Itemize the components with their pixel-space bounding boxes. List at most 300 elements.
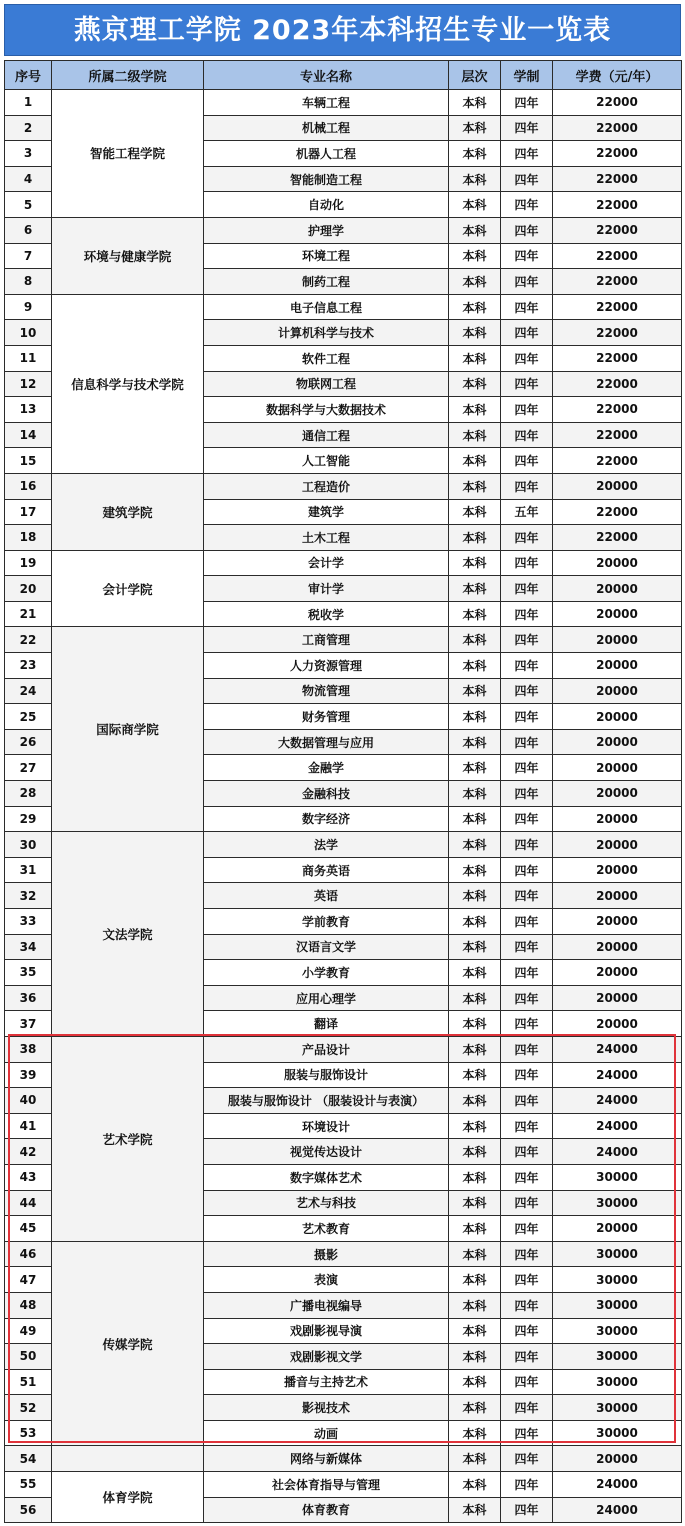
cell-level: 本科	[449, 627, 501, 653]
cell-duration: 四年	[501, 960, 553, 986]
cell-index: 24	[5, 678, 52, 704]
cell-level: 本科	[449, 1292, 501, 1318]
cell-index: 17	[5, 499, 52, 525]
cell-index: 34	[5, 934, 52, 960]
cell-level: 本科	[449, 448, 501, 474]
cell-index: 23	[5, 653, 52, 679]
cell-duration: 四年	[501, 1420, 553, 1446]
cell-tuition: 24000	[553, 1497, 682, 1523]
cell-major: 翻译	[204, 1011, 449, 1037]
cell-index: 5	[5, 192, 52, 218]
cell-tuition: 22000	[553, 269, 682, 295]
cell-major: 数据科学与大数据技术	[204, 397, 449, 423]
cell-major: 金融科技	[204, 781, 449, 807]
cell-level: 本科	[449, 729, 501, 755]
cell-tuition: 20000	[553, 729, 682, 755]
cell-major: 视觉传达设计	[204, 1139, 449, 1165]
cell-major: 播音与主持艺术	[204, 1369, 449, 1395]
cell-tuition: 20000	[553, 755, 682, 781]
cell-level: 本科	[449, 1472, 501, 1498]
cell-college: 智能工程学院	[52, 90, 204, 218]
cell-major: 动画	[204, 1420, 449, 1446]
cell-level: 本科	[449, 1139, 501, 1165]
cell-major: 机械工程	[204, 115, 449, 141]
header-level: 层次	[449, 61, 501, 90]
cell-tuition: 20000	[553, 857, 682, 883]
cell-major: 电子信息工程	[204, 294, 449, 320]
cell-duration: 四年	[501, 1113, 553, 1139]
cell-duration: 四年	[501, 371, 553, 397]
cell-tuition: 22000	[553, 499, 682, 525]
table-row	[5, 473, 682, 499]
cell-tuition: 30000	[553, 1190, 682, 1216]
cell-duration: 四年	[501, 1164, 553, 1190]
cell-major: 摄影	[204, 1241, 449, 1267]
cell-index: 52	[5, 1395, 52, 1421]
cell-level: 本科	[449, 601, 501, 627]
cell-index: 19	[5, 550, 52, 576]
cell-major: 车辆工程	[204, 90, 449, 116]
cell-index: 37	[5, 1011, 52, 1037]
cell-major: 自动化	[204, 192, 449, 218]
cell-duration: 四年	[501, 1318, 553, 1344]
cell-index: 25	[5, 704, 52, 730]
cell-major: 戏剧影视文学	[204, 1344, 449, 1370]
cell-major: 人力资源管理	[204, 653, 449, 679]
cell-index: 8	[5, 269, 52, 295]
cell-duration: 四年	[501, 1241, 553, 1267]
cell-duration: 四年	[501, 934, 553, 960]
cell-tuition: 20000	[553, 627, 682, 653]
cell-tuition: 22000	[553, 243, 682, 269]
cell-index: 41	[5, 1113, 52, 1139]
cell-duration: 五年	[501, 499, 553, 525]
cell-level: 本科	[449, 345, 501, 371]
cell-major: 服装与服饰设计	[204, 1062, 449, 1088]
table-row	[5, 1472, 682, 1498]
cell-level: 本科	[449, 269, 501, 295]
cell-major: 环境工程	[204, 243, 449, 269]
header-major: 专业名称	[204, 61, 449, 90]
cell-tuition: 20000	[553, 576, 682, 602]
cell-duration: 四年	[501, 422, 553, 448]
cell-duration: 四年	[501, 857, 553, 883]
cell-level: 本科	[449, 115, 501, 141]
cell-major: 会计学	[204, 550, 449, 576]
cell-level: 本科	[449, 781, 501, 807]
cell-duration: 四年	[501, 243, 553, 269]
cell-tuition: 20000	[553, 473, 682, 499]
cell-index: 45	[5, 1216, 52, 1242]
cell-duration: 四年	[501, 294, 553, 320]
cell-duration: 四年	[501, 1216, 553, 1242]
table-row	[5, 550, 682, 576]
table-row	[5, 294, 682, 320]
cell-duration: 四年	[501, 1369, 553, 1395]
cell-major: 数字经济	[204, 806, 449, 832]
cell-duration: 四年	[501, 806, 553, 832]
cell-major: 人工智能	[204, 448, 449, 474]
cell-level: 本科	[449, 1113, 501, 1139]
cell-duration: 四年	[501, 576, 553, 602]
cell-index: 14	[5, 422, 52, 448]
cell-index: 16	[5, 473, 52, 499]
cell-college: 国际商学院	[52, 627, 204, 832]
cell-tuition: 20000	[553, 1216, 682, 1242]
cell-duration: 四年	[501, 1062, 553, 1088]
cell-major: 影视技术	[204, 1395, 449, 1421]
cell-level: 本科	[449, 883, 501, 909]
cell-index: 15	[5, 448, 52, 474]
cell-tuition: 22000	[553, 115, 682, 141]
table-row	[5, 627, 682, 653]
cell-index: 43	[5, 1164, 52, 1190]
table-body	[5, 90, 682, 1523]
cell-major: 艺术与科技	[204, 1190, 449, 1216]
cell-major: 产品设计	[204, 1036, 449, 1062]
cell-tuition: 24000	[553, 1113, 682, 1139]
header-index: 序号	[5, 61, 52, 90]
cell-tuition: 24000	[553, 1062, 682, 1088]
cell-index: 18	[5, 525, 52, 551]
cell-college: 环境与健康学院	[52, 217, 204, 294]
cell-tuition: 20000	[553, 704, 682, 730]
cell-index: 51	[5, 1369, 52, 1395]
cell-duration: 四年	[501, 1190, 553, 1216]
cell-major: 体育教育	[204, 1497, 449, 1523]
table-row	[5, 1446, 682, 1472]
cell-tuition: 20000	[553, 1011, 682, 1037]
cell-duration: 四年	[501, 269, 553, 295]
cell-level: 本科	[449, 1088, 501, 1114]
cell-major: 应用心理学	[204, 985, 449, 1011]
cell-level: 本科	[449, 1446, 501, 1472]
cell-index: 12	[5, 371, 52, 397]
cell-major: 税收学	[204, 601, 449, 627]
cell-college: 建筑学院	[52, 473, 204, 550]
cell-major: 环境设计	[204, 1113, 449, 1139]
cell-major: 建筑学	[204, 499, 449, 525]
cell-tuition: 20000	[553, 678, 682, 704]
cell-tuition: 22000	[553, 448, 682, 474]
cell-index: 53	[5, 1420, 52, 1446]
cell-level: 本科	[449, 422, 501, 448]
cell-college: 会计学院	[52, 550, 204, 627]
cell-duration: 四年	[501, 397, 553, 423]
cell-major: 审计学	[204, 576, 449, 602]
cell-major: 小学教育	[204, 960, 449, 986]
cell-major: 物流管理	[204, 678, 449, 704]
cell-level: 本科	[449, 1344, 501, 1370]
cell-major: 机器人工程	[204, 141, 449, 167]
cell-index: 21	[5, 601, 52, 627]
cell-tuition: 30000	[553, 1395, 682, 1421]
cell-index: 33	[5, 909, 52, 935]
cell-index: 6	[5, 217, 52, 243]
cell-index: 28	[5, 781, 52, 807]
cell-index: 29	[5, 806, 52, 832]
table-row	[5, 832, 682, 858]
cell-level: 本科	[449, 320, 501, 346]
cell-index: 7	[5, 243, 52, 269]
cell-level: 本科	[449, 1241, 501, 1267]
cell-duration: 四年	[501, 1344, 553, 1370]
cell-tuition: 20000	[553, 1446, 682, 1472]
cell-tuition: 22000	[553, 192, 682, 218]
cell-index: 36	[5, 985, 52, 1011]
cell-level: 本科	[449, 294, 501, 320]
cell-level: 本科	[449, 1267, 501, 1293]
cell-major: 金融学	[204, 755, 449, 781]
cell-index: 55	[5, 1472, 52, 1498]
cell-index: 30	[5, 832, 52, 858]
cell-level: 本科	[449, 217, 501, 243]
cell-level: 本科	[449, 960, 501, 986]
cell-duration: 四年	[501, 729, 553, 755]
cell-duration: 四年	[501, 832, 553, 858]
cell-tuition: 30000	[553, 1344, 682, 1370]
cell-index: 1	[5, 90, 52, 116]
cell-tuition: 20000	[553, 781, 682, 807]
cell-index: 35	[5, 960, 52, 986]
cell-duration: 四年	[501, 985, 553, 1011]
cell-major: 计算机科学与技术	[204, 320, 449, 346]
cell-duration: 四年	[501, 627, 553, 653]
cell-level: 本科	[449, 1395, 501, 1421]
table-row	[5, 1036, 682, 1062]
cell-index: 48	[5, 1292, 52, 1318]
cell-index: 56	[5, 1497, 52, 1523]
cell-duration: 四年	[501, 755, 553, 781]
cell-level: 本科	[449, 985, 501, 1011]
cell-duration: 四年	[501, 678, 553, 704]
cell-index: 47	[5, 1267, 52, 1293]
cell-major: 网络与新媒体	[204, 1446, 449, 1472]
cell-tuition: 20000	[553, 806, 682, 832]
cell-duration: 四年	[501, 1395, 553, 1421]
cell-level: 本科	[449, 473, 501, 499]
cell-duration: 四年	[501, 192, 553, 218]
cell-level: 本科	[449, 1216, 501, 1242]
cell-major: 法学	[204, 832, 449, 858]
cell-tuition: 22000	[553, 141, 682, 167]
cell-major: 通信工程	[204, 422, 449, 448]
cell-tuition: 22000	[553, 397, 682, 423]
cell-major: 护理学	[204, 217, 449, 243]
cell-level: 本科	[449, 806, 501, 832]
cell-major: 土木工程	[204, 525, 449, 551]
cell-level: 本科	[449, 1062, 501, 1088]
cell-major: 软件工程	[204, 345, 449, 371]
cell-duration: 四年	[501, 320, 553, 346]
cell-level: 本科	[449, 499, 501, 525]
cell-tuition: 30000	[553, 1267, 682, 1293]
cell-major: 物联网工程	[204, 371, 449, 397]
cell-level: 本科	[449, 1420, 501, 1446]
cell-tuition: 24000	[553, 1088, 682, 1114]
cell-index: 10	[5, 320, 52, 346]
cell-duration: 四年	[501, 550, 553, 576]
cell-level: 本科	[449, 141, 501, 167]
cell-duration: 四年	[501, 141, 553, 167]
cell-index: 9	[5, 294, 52, 320]
cell-duration: 四年	[501, 1292, 553, 1318]
cell-index: 20	[5, 576, 52, 602]
cell-duration: 四年	[501, 1267, 553, 1293]
cell-major: 广播电视编导	[204, 1292, 449, 1318]
cell-index: 2	[5, 115, 52, 141]
cell-college	[52, 1446, 204, 1472]
cell-tuition: 22000	[553, 345, 682, 371]
cell-major: 汉语言文学	[204, 934, 449, 960]
cell-duration: 四年	[501, 1139, 553, 1165]
cell-major: 工商管理	[204, 627, 449, 653]
cell-index: 49	[5, 1318, 52, 1344]
cell-tuition: 30000	[553, 1164, 682, 1190]
cell-tuition: 24000	[553, 1036, 682, 1062]
header-college: 所属二级学院	[52, 61, 204, 90]
cell-level: 本科	[449, 371, 501, 397]
table-row	[5, 90, 682, 116]
cell-tuition: 20000	[553, 909, 682, 935]
cell-college: 传媒学院	[52, 1241, 204, 1446]
cell-index: 39	[5, 1062, 52, 1088]
cell-tuition: 22000	[553, 525, 682, 551]
cell-index: 3	[5, 141, 52, 167]
cell-index: 54	[5, 1446, 52, 1472]
cell-level: 本科	[449, 678, 501, 704]
cell-level: 本科	[449, 90, 501, 116]
cell-duration: 四年	[501, 115, 553, 141]
table-row	[5, 217, 682, 243]
cell-index: 42	[5, 1139, 52, 1165]
cell-tuition: 30000	[553, 1241, 682, 1267]
cell-level: 本科	[449, 550, 501, 576]
cell-index: 50	[5, 1344, 52, 1370]
cell-duration: 四年	[501, 883, 553, 909]
cell-college: 艺术学院	[52, 1036, 204, 1241]
cell-tuition: 22000	[553, 217, 682, 243]
cell-major: 戏剧影视导演	[204, 1318, 449, 1344]
cell-index: 40	[5, 1088, 52, 1114]
cell-major: 服装与服饰设计 （服装设计与表演）	[204, 1088, 449, 1114]
cell-major: 表演	[204, 1267, 449, 1293]
cell-major: 社会体育指导与管理	[204, 1472, 449, 1498]
cell-duration: 四年	[501, 601, 553, 627]
cell-level: 本科	[449, 1497, 501, 1523]
cell-level: 本科	[449, 1164, 501, 1190]
cell-level: 本科	[449, 1369, 501, 1395]
cell-level: 本科	[449, 832, 501, 858]
cell-index: 4	[5, 166, 52, 192]
cell-level: 本科	[449, 909, 501, 935]
cell-level: 本科	[449, 525, 501, 551]
cell-tuition: 22000	[553, 166, 682, 192]
cell-major: 智能制造工程	[204, 166, 449, 192]
cell-level: 本科	[449, 857, 501, 883]
cell-tuition: 30000	[553, 1292, 682, 1318]
cell-duration: 四年	[501, 525, 553, 551]
cell-major: 商务英语	[204, 857, 449, 883]
cell-level: 本科	[449, 576, 501, 602]
majors-table	[4, 60, 682, 1523]
cell-major: 数字媒体艺术	[204, 1164, 449, 1190]
cell-tuition: 30000	[553, 1369, 682, 1395]
cell-index: 44	[5, 1190, 52, 1216]
cell-index: 27	[5, 755, 52, 781]
cell-level: 本科	[449, 192, 501, 218]
cell-level: 本科	[449, 243, 501, 269]
cell-college: 文法学院	[52, 832, 204, 1037]
cell-duration: 四年	[501, 217, 553, 243]
cell-tuition: 24000	[553, 1472, 682, 1498]
header-tuition: 学费（元/年）	[553, 61, 682, 90]
cell-tuition: 22000	[553, 320, 682, 346]
cell-college: 体育学院	[52, 1472, 204, 1523]
cell-index: 13	[5, 397, 52, 423]
table-header-row	[5, 61, 682, 90]
cell-duration: 四年	[501, 166, 553, 192]
cell-tuition: 22000	[553, 90, 682, 116]
cell-tuition: 20000	[553, 653, 682, 679]
cell-level: 本科	[449, 755, 501, 781]
cell-tuition: 20000	[553, 985, 682, 1011]
cell-index: 11	[5, 345, 52, 371]
cell-tuition: 30000	[553, 1318, 682, 1344]
page-title: 燕京理工学院 2023年本科招生专业一览表	[4, 4, 681, 56]
cell-duration: 四年	[501, 448, 553, 474]
cell-major: 英语	[204, 883, 449, 909]
cell-tuition: 22000	[553, 371, 682, 397]
cell-index: 22	[5, 627, 52, 653]
cell-tuition: 20000	[553, 883, 682, 909]
cell-level: 本科	[449, 653, 501, 679]
cell-duration: 四年	[501, 1472, 553, 1498]
cell-level: 本科	[449, 1318, 501, 1344]
cell-tuition: 22000	[553, 294, 682, 320]
cell-major: 财务管理	[204, 704, 449, 730]
cell-level: 本科	[449, 934, 501, 960]
cell-index: 38	[5, 1036, 52, 1062]
cell-major: 工程造价	[204, 473, 449, 499]
cell-major: 制药工程	[204, 269, 449, 295]
cell-level: 本科	[449, 704, 501, 730]
cell-duration: 四年	[501, 1446, 553, 1472]
cell-tuition: 20000	[553, 934, 682, 960]
cell-tuition: 24000	[553, 1139, 682, 1165]
cell-level: 本科	[449, 1190, 501, 1216]
cell-duration: 四年	[501, 1011, 553, 1037]
cell-duration: 四年	[501, 1088, 553, 1114]
cell-index: 31	[5, 857, 52, 883]
cell-duration: 四年	[501, 781, 553, 807]
cell-tuition: 30000	[553, 1420, 682, 1446]
cell-index: 46	[5, 1241, 52, 1267]
cell-duration: 四年	[501, 1497, 553, 1523]
cell-duration: 四年	[501, 704, 553, 730]
cell-level: 本科	[449, 166, 501, 192]
cell-college: 信息科学与技术学院	[52, 294, 204, 473]
cell-level: 本科	[449, 1011, 501, 1037]
cell-tuition: 20000	[553, 550, 682, 576]
cell-duration: 四年	[501, 473, 553, 499]
cell-major: 大数据管理与应用	[204, 729, 449, 755]
cell-duration: 四年	[501, 90, 553, 116]
cell-level: 本科	[449, 1036, 501, 1062]
cell-major: 艺术教育	[204, 1216, 449, 1242]
cell-level: 本科	[449, 397, 501, 423]
cell-duration: 四年	[501, 653, 553, 679]
